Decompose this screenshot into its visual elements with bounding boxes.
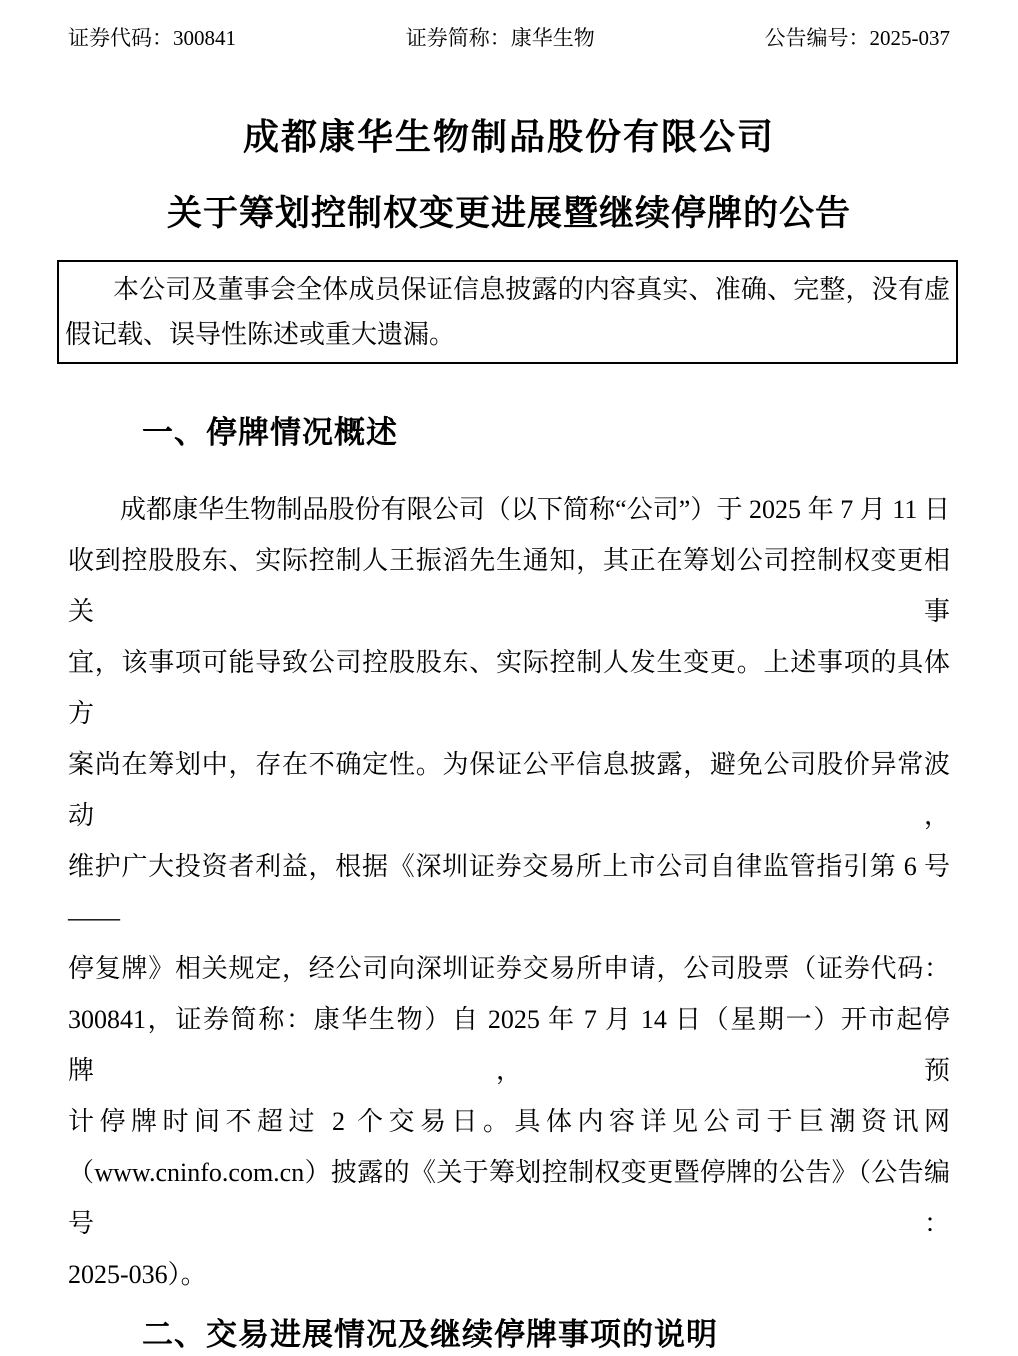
paragraph-line: 宜，该事项可能导致公司控股股东、实际控制人发生变更。上述事项的具体方 [68,648,950,728]
paragraph-line: 停复牌》相关规定，经公司向深圳证券交易所申请，公司股票（证券代码： [68,954,950,983]
company-title: 成都康华生物制品股份有限公司 [242,117,775,157]
paragraph-line: 成都康华生物制品股份有限公司（以下简称“公司”）于 2025 年 7 月 11 日 [120,495,950,524]
paragraph-line: 维护广大投资者利益，根据《深圳证券交易所上市公司自律监管指引第 6 号—— [68,852,950,932]
disclaimer-line: 本公司及董事会全体成员保证信息披露的内容真实、准确、完整，没有虚 [113,275,950,304]
paragraph-line: 案尚在筹划中，存在不确定性。为保证公平信息披露，避免公司股价异常波动， [68,750,950,830]
section-2-heading: 二、交易进展情况及继续停牌事项的说明 [142,1317,718,1352]
stock-code: 证券代码：300841 [68,26,236,50]
section-1-paragraph [68,484,950,1300]
stock-name: 证券简称：康华生物 [405,26,595,50]
paragraph-line: 2025-036）。 [68,1260,207,1289]
document-header [68,26,950,51]
paragraph-line: 计停牌时间不超过 2 个交易日。具体内容详见公司于巨潮资讯网 [68,1107,950,1136]
paragraph-line: 收到控股股东、实际控制人王振滔先生通知，其正在筹划公司控制权变更相关事 [68,546,950,626]
disclaimer-box [57,260,958,364]
paragraph-line: 300841，证券简称：康华生物）自 2025 年 7 月 14 日（星期一）开市起停牌，预 [68,1005,950,1085]
disclaimer-line: 假记载、误导性陈述或重大遗漏。 [65,320,456,349]
section-1-heading: 一、停牌情况概述 [142,415,398,450]
announcement-number: 公告编号：2025-037 [764,26,950,50]
announcement-title: 关于筹划控制权变更进展暨继续停牌的公告 [166,194,851,233]
paragraph-line: （www.cninfo.com.cn）披露的《关于筹划控制权变更暨停牌的公告》（公告编号： [68,1158,950,1238]
